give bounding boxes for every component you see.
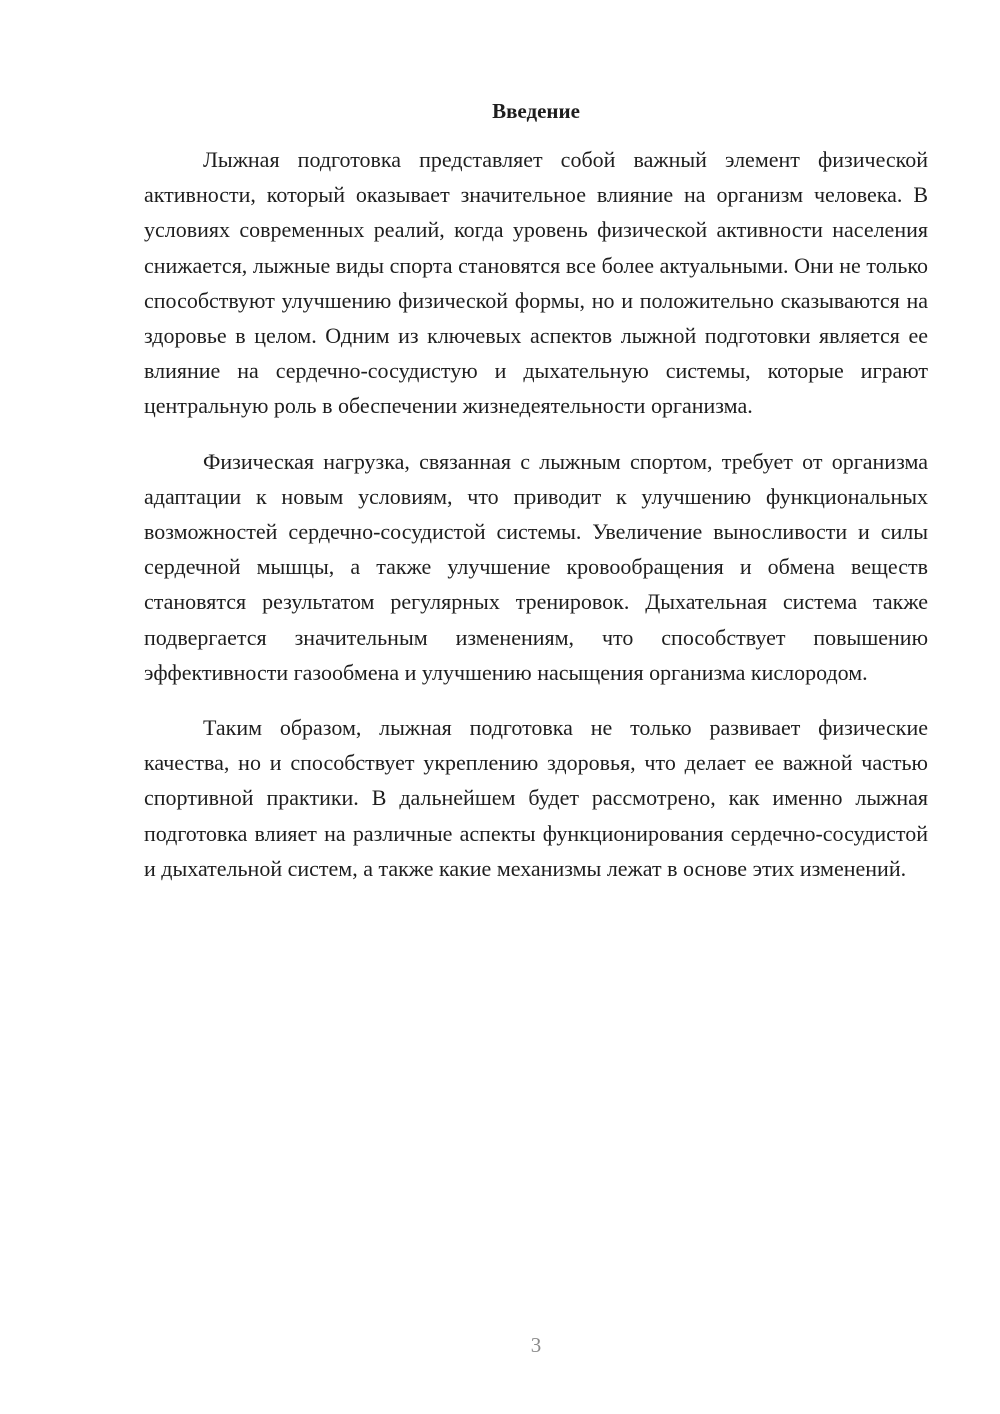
- paragraph-1: Лыжная подготовка представляет собой важный элемент физической активности, который оказывает значительное влияние на организм человека. В условиях современных реалий, когда уровень физической активности населения снижается, лыжные виды спорта становятся все более актуальными. Они не только способствуют улучшению физической формы, но и положительно сказываются на здоровье в целом. Одним из ключевых аспектов лыжной подготовки является ее влияние на сердечно-сосудистую и дыхательную системы, которые играют центральную роль в обеспечении жизнедеятельности организма.: [144, 147, 928, 419]
- paragraph-2: Физическая нагрузка, связанная с лыжным спортом, требует от организма адаптации к новым условиям, что приводит к улучшению функциональных возможностей сердечно-сосудистой системы. Увеличение выносливости и силы сердечной мышцы, а также улучшение кровообращения и обмена веществ становятся результатом регулярных тренировок. Дыхательная система также подвергается значительным изменениям, что способствует повышению эффективности газообмена и улучшению насыщения организма кислородом.: [144, 448, 928, 685]
- page-number: 3: [530, 1333, 542, 1357]
- section-title: Введение: [492, 99, 580, 123]
- document-body: [144, 96, 928, 906]
- paragraph-3: Таким образом, лыжная подготовка не только развивает физические качества, но и способствует укреплению здоровья, что делает ее важной частью спортивной практики. В дальнейшем будет рассмотрено, как именно лыжная подготовка влияет на различные аспекты функционирования сердечно-сосудистой и дыхательной систем, а также какие механизмы лежат в основе этих изменений.: [144, 715, 928, 881]
